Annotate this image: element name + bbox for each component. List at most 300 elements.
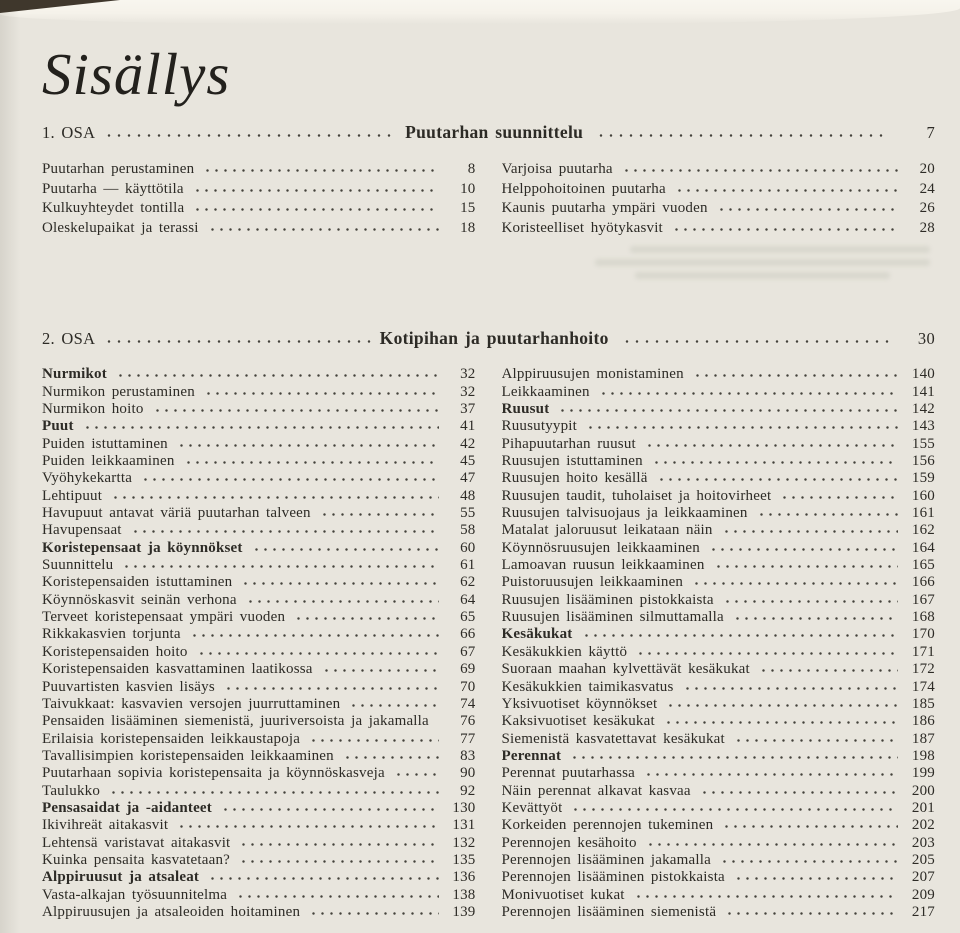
dot-leader <box>307 905 438 916</box>
toc-entry-page-number: 77 <box>460 730 476 747</box>
toc-entry-page-number: 32 <box>460 366 476 383</box>
toc-entry <box>42 574 476 591</box>
toc-entry-label: Ikivihreät aitakasvit <box>42 817 169 834</box>
toc-entry-page-number: 162 <box>911 522 935 539</box>
toc-entry <box>42 219 476 239</box>
page-left-shadow <box>0 0 20 933</box>
toc-entry-page-number: 140 <box>911 366 935 383</box>
toc-entry-label: Kuinka pensaita kasvatetaan? <box>42 851 231 868</box>
toc-entry-page-number: 201 <box>911 799 935 816</box>
section-number: 2. OSA <box>42 329 96 349</box>
toc-entry-label: Erilaisia koristepensaiden leikkaustapoja <box>42 730 301 747</box>
toc-entry <box>42 401 476 418</box>
toc-entry-page-number: 58 <box>460 522 476 539</box>
toc-entry-page-number: 67 <box>460 643 476 660</box>
toc-entry <box>502 626 936 643</box>
toc-entry-page-number: 138 <box>452 886 476 903</box>
dot-leader <box>318 507 439 518</box>
dot-leader <box>643 437 898 448</box>
dot-leader <box>151 403 439 414</box>
toc-entry-label: Varjoisa puutarha <box>501 160 613 177</box>
dot-leader <box>690 576 898 587</box>
toc-entry <box>42 199 476 219</box>
toc-entry-page-number: 202 <box>911 817 935 834</box>
toc-entry-page-number: 76 <box>460 713 476 730</box>
toc-entry-page-number: 136 <box>452 869 476 886</box>
toc-entry-label: Perennojen lisääminen siemenistä <box>501 903 717 920</box>
dot-leader <box>234 888 438 899</box>
toc-entry <box>42 160 476 180</box>
toc-entry <box>42 609 476 626</box>
toc-entry-label: Ruusujen lisääminen silmuttamalla <box>501 609 724 626</box>
toc-entry-label: Koristepensaiden istuttaminen <box>42 574 233 591</box>
toc-entry-label: Koristepensaiden kasvattaminen laatikossa <box>42 661 313 678</box>
toc-entry-page-number: 187 <box>911 730 935 747</box>
toc-entry-label: Ruusutyypit <box>501 418 578 435</box>
toc-entry <box>42 453 476 470</box>
toc-entry-label: Kesäkukkien taimikasvatus <box>501 678 674 695</box>
toc-entry-page-number: 131 <box>452 817 476 834</box>
dot-leader <box>195 645 439 656</box>
toc-entry-page-number: 170 <box>911 626 935 643</box>
toc-entry-page-number: 205 <box>911 851 935 868</box>
toc-columns <box>42 160 935 238</box>
toc-section <box>42 328 935 921</box>
dot-leader <box>681 680 898 691</box>
toc-entry <box>502 592 936 609</box>
section-header <box>42 328 935 349</box>
toc-entry <box>502 835 936 852</box>
toc-entry-page-number: 174 <box>911 678 935 695</box>
toc-entry <box>502 540 936 557</box>
toc-entry-page-number: 156 <box>911 453 935 470</box>
toc-entry-label: Köynnöskasvit seinän verhona <box>42 591 237 608</box>
toc-entry-label: Oleskelupaikat ja terassi <box>42 219 199 236</box>
dot-leader <box>715 202 898 213</box>
toc-entry <box>42 488 476 505</box>
toc-entry <box>502 713 936 730</box>
toc-entry-label: Ruusujen talvisuojaus ja leikkaaminen <box>501 505 748 522</box>
toc-entry <box>42 592 476 609</box>
toc-entry <box>502 418 936 435</box>
toc-entry-page-number: 209 <box>911 886 935 903</box>
toc-entry-page-number: 70 <box>460 678 476 695</box>
toc-entry <box>502 401 936 418</box>
toc-entry-label: Pensasaidat ja -aidanteet <box>42 799 212 816</box>
toc-entry-label: Puiden istuttaminen <box>42 435 168 452</box>
toc-column <box>502 160 936 238</box>
dot-leader <box>202 385 439 396</box>
toc-column <box>42 366 476 921</box>
toc-entry-label: Alppiruusujen ja atsaleoiden hoitaminen <box>42 903 301 920</box>
dot-leader <box>634 645 898 656</box>
dot-leader <box>723 905 898 916</box>
toc-entry <box>42 731 476 748</box>
toc-entry <box>42 470 476 487</box>
toc-entry-page-number: 47 <box>460 470 476 487</box>
toc-entry <box>42 522 476 539</box>
dot-leader <box>569 801 898 812</box>
toc-entry-page-number: 74 <box>460 695 476 712</box>
toc-entry-page-number: 60 <box>460 539 476 556</box>
toc-entry-label: Kaksivuotiset kesäkukat <box>501 713 655 730</box>
dot-leader <box>721 593 898 604</box>
toc-entry <box>42 835 476 852</box>
dot-leader <box>632 888 898 899</box>
toc-entry <box>42 748 476 765</box>
toc-entry-label: Köynnösruusujen leikkaaminen <box>501 539 700 556</box>
toc-entry-page-number: 69 <box>460 661 476 678</box>
toc-entry-page-number: 171 <box>911 643 935 660</box>
toc-entry-page-number: 198 <box>911 747 935 764</box>
toc-entry-label: Perennojen lisääminen jakamalla <box>501 851 711 868</box>
dot-leader <box>114 368 439 379</box>
toc-entry-label: Lehtensä varistavat aitakasvit <box>42 834 231 851</box>
toc-entry <box>502 679 936 696</box>
toc-entry <box>502 609 936 626</box>
dot-leader <box>102 333 371 345</box>
toc-entry-page-number: 92 <box>460 782 476 799</box>
toc-entry-label: Havupuut antavat väriä puutarhan talveen <box>42 505 311 522</box>
toc-entry-label: Monivuotiset kukat <box>501 886 625 903</box>
toc-entry <box>502 522 936 539</box>
toc-entry <box>502 748 936 765</box>
dot-leader <box>201 162 438 173</box>
dot-leader <box>655 472 898 483</box>
toc-entry <box>502 488 936 505</box>
toc-entry-page-number: 165 <box>911 557 935 574</box>
toc-entry-page-number: 55 <box>460 505 476 522</box>
dot-leader <box>107 784 438 795</box>
toc-entry <box>502 661 936 678</box>
toc-entry-label: Pensaiden lisääminen siemenistä, juuriversoista ja jakamalla <box>42 713 429 730</box>
dot-leader <box>244 593 439 604</box>
toc-entry-label: Korkeiden perennojen tukeminen <box>501 817 714 834</box>
section-title: Puutarhan suunnittelu <box>405 121 584 142</box>
dot-leader <box>129 524 439 535</box>
toc-entry-page-number: 65 <box>460 609 476 626</box>
toc-entry-label: Koristepensaat ja köynnökset <box>42 539 243 556</box>
toc-entry-page-number: 26 <box>919 200 935 217</box>
toc-entry-label: Puuvartisten kasvien lisäys <box>42 678 215 695</box>
dot-leader <box>720 819 898 830</box>
section-header <box>42 122 935 143</box>
dot-leader <box>718 853 898 864</box>
dot-leader <box>206 871 438 882</box>
toc-entry-label: Ruusujen istuttaminen <box>501 453 643 470</box>
toc-entry-page-number: 18 <box>460 219 476 236</box>
toc-entry <box>42 436 476 453</box>
dot-leader <box>139 472 438 483</box>
toc-entry-label: Puut <box>42 418 74 435</box>
toc-entry <box>502 817 936 834</box>
toc-entry <box>42 661 476 678</box>
toc-entry-page-number: 10 <box>460 180 476 197</box>
toc-entry <box>502 904 936 921</box>
dot-leader <box>109 489 438 500</box>
toc-entry-label: Pihapuutarhan ruusut <box>501 435 636 452</box>
toc-entry <box>502 696 936 713</box>
dot-leader <box>691 368 898 379</box>
dot-leader <box>237 853 438 864</box>
dot-leader <box>778 489 898 500</box>
toc-entry-label: Kaunis puutarha ympäri vuoden <box>501 200 708 217</box>
dot-leader <box>307 732 438 743</box>
dot-leader <box>568 749 898 760</box>
toc-entry-page-number: 62 <box>460 574 476 591</box>
toc-entry-page-number: 8 <box>467 160 476 177</box>
dot-leader <box>662 715 898 726</box>
toc-entry-label: Perennat puutarhassa <box>501 765 636 782</box>
toc-entry-label: Havupensaat <box>42 522 122 539</box>
toc-entry <box>42 180 476 200</box>
dot-leader <box>670 221 898 232</box>
dot-leader <box>712 559 898 570</box>
toc-entry-page-number: 166 <box>911 574 935 591</box>
dot-leader <box>597 385 898 396</box>
dot-leader <box>673 182 898 193</box>
dot-leader <box>644 836 898 847</box>
toc-entry-label: Rikkakasvien torjunta <box>42 626 181 643</box>
toc-entry-page-number: 200 <box>911 782 935 799</box>
toc-entry-label: Matalat jaloruusut leikataan näin <box>501 522 713 539</box>
dot-leader <box>584 420 898 431</box>
toc-entry-page-number: 41 <box>460 418 476 435</box>
toc-entry <box>42 384 476 401</box>
toc-entry <box>42 540 476 557</box>
toc-entry-label: Helppohoitoinen puutarha <box>501 180 666 197</box>
toc-entry <box>42 800 476 817</box>
dot-leader <box>594 126 889 138</box>
dot-leader <box>347 697 438 708</box>
toc-entry-page-number: 32 <box>460 383 476 400</box>
dot-leader <box>206 221 439 232</box>
toc-entry <box>42 817 476 834</box>
toc-entry-page-number: 164 <box>911 539 935 556</box>
toc-entry-page-number: 139 <box>452 903 476 920</box>
dot-leader <box>120 559 438 570</box>
toc-entry-page-number: 24 <box>919 180 935 197</box>
toc-entry <box>502 180 936 200</box>
toc-entry-label: Taulukko <box>42 782 101 799</box>
toc-entry <box>42 418 476 435</box>
toc-entry-label: Siemenistä kasvatettavat kesäkukat <box>501 730 725 747</box>
toc-entry-page-number: 168 <box>911 609 935 626</box>
dot-leader <box>620 333 889 345</box>
toc-entry-page-number: 48 <box>460 487 476 504</box>
toc-entry <box>502 557 936 574</box>
toc-entry <box>502 574 936 591</box>
toc-entry <box>502 731 936 748</box>
page-title: Sisällys <box>42 41 231 107</box>
toc-entry-label: Nurmikon hoito <box>42 401 144 417</box>
dot-leader <box>237 836 438 847</box>
toc-entry <box>502 869 936 886</box>
toc-entry-label: Nurmikon perustaminen <box>42 383 195 400</box>
toc-entry-label: Ruusujen lisääminen pistokkaista <box>501 591 714 608</box>
toc-entry-page-number: 83 <box>460 747 476 764</box>
section-page-number: 30 <box>917 329 936 349</box>
toc-entry-label: Ruusujen hoito kesällä <box>501 470 648 487</box>
page-corner-shadow <box>0 0 120 13</box>
toc-entry-label: Koristepensaiden hoito <box>42 643 188 660</box>
toc-entry <box>42 852 476 869</box>
toc-entry <box>502 765 936 782</box>
toc-entry-page-number: 155 <box>911 435 935 452</box>
toc-entry <box>502 453 936 470</box>
toc-entry-label: Kesäkukkien käyttö <box>501 643 628 660</box>
toc-entry-label: Puiden leikkaaminen <box>42 453 175 470</box>
toc-entry-label: Koristeelliset hyötykasvit <box>501 219 663 236</box>
toc-entry <box>42 696 476 713</box>
toc-entry <box>42 765 476 782</box>
toc-entry-page-number: 90 <box>460 765 476 782</box>
toc-entry-page-number: 130 <box>452 799 476 816</box>
dot-leader <box>81 420 439 431</box>
dot-leader <box>732 871 898 882</box>
dot-leader <box>580 628 899 639</box>
toc-entry-label: Suunnittelu <box>42 557 114 574</box>
dot-leader <box>191 202 438 213</box>
toc-entry-page-number: 172 <box>911 661 935 678</box>
toc-entry-page-number: 142 <box>911 401 935 417</box>
toc-entry <box>502 505 936 522</box>
dot-leader <box>707 541 898 552</box>
toc-entry-page-number: 207 <box>911 869 935 886</box>
toc-entry <box>42 869 476 886</box>
toc-entry <box>42 626 476 643</box>
toc-entry-label: Nurmikot <box>42 366 107 383</box>
toc-entry <box>502 470 936 487</box>
toc-entry-label: Suoraan maahan kylvettävät kesäkukat <box>501 661 750 678</box>
toc-entry-label: Tavallisimpien koristepensaiden leikkaaminen <box>42 747 334 764</box>
section-title: Kotipihan ja puutarhanhoito <box>379 328 609 349</box>
toc-entry-label: Puutarhaan sopivia koristepensaita ja köynnöskasveja <box>42 765 385 782</box>
toc-entry-page-number: 143 <box>911 418 935 435</box>
toc-entry-page-number: 61 <box>460 557 476 574</box>
dot-leader <box>320 663 439 674</box>
toc-entry-label: Perennojen lisääminen pistokkaista <box>501 869 725 886</box>
dot-leader <box>188 628 439 639</box>
dot-leader <box>191 182 439 193</box>
dot-leader <box>239 576 438 587</box>
dot-leader <box>182 455 439 466</box>
dot-leader <box>732 732 898 743</box>
dot-leader <box>436 715 439 726</box>
toc-entry-label: Yksivuotiset köynnökset <box>501 695 658 712</box>
toc-entry-page-number: 28 <box>919 219 935 236</box>
toc-entry <box>502 366 936 383</box>
toc-entry <box>42 783 476 800</box>
toc-entry-label: Ruusut <box>501 401 550 417</box>
toc-entry-page-number: 45 <box>460 453 476 470</box>
toc-entry-page-number: 161 <box>911 505 935 522</box>
toc-entry-label: Perennat <box>501 747 562 764</box>
section-page-number: 7 <box>926 122 936 142</box>
dot-leader <box>292 611 438 622</box>
toc-entry-label: Perennojen kesähoito <box>501 834 637 851</box>
toc-entry-label: Kevättyöt <box>501 799 563 816</box>
dot-leader <box>556 403 898 414</box>
toc-entry-label: Lamoavan ruusun leikkaaminen <box>501 557 705 574</box>
toc-entry-page-number: 37 <box>460 401 476 417</box>
toc-entry-label: Leikkaaminen <box>501 383 590 400</box>
dot-leader <box>341 749 439 760</box>
toc-entry-page-number: 64 <box>460 591 476 608</box>
dot-leader <box>175 437 439 448</box>
toc-entry <box>502 852 936 869</box>
toc-entry <box>42 366 476 383</box>
toc-entry-label: Näin perennat alkavat kasvaa <box>501 782 691 799</box>
toc-entry-label: Kulkuyhteydet tontilla <box>42 200 185 217</box>
toc-entry-page-number: 217 <box>911 903 935 920</box>
toc-entry-page-number: 199 <box>911 765 935 782</box>
toc-columns <box>42 366 935 921</box>
toc-entry-label: Ruusujen taudit, tuholaiset ja hoitovirheet <box>501 487 772 504</box>
toc-entry <box>502 160 936 180</box>
toc-entry-page-number: 20 <box>919 160 935 177</box>
toc-entry-page-number: 141 <box>911 383 935 400</box>
dot-leader <box>222 680 439 691</box>
toc-entry <box>502 219 936 239</box>
dot-leader <box>664 697 898 708</box>
toc-entry-label: Lehtipuut <box>42 487 103 504</box>
toc-sections <box>42 122 935 921</box>
toc-entry-page-number: 160 <box>911 487 935 504</box>
toc-entry <box>42 644 476 661</box>
dot-leader <box>175 819 438 830</box>
dot-leader <box>392 767 439 778</box>
toc-entry-page-number: 42 <box>460 435 476 452</box>
toc-entry <box>502 800 936 817</box>
toc-entry <box>502 199 936 219</box>
dot-leader <box>757 663 898 674</box>
toc-entry-page-number: 186 <box>911 713 935 730</box>
toc-entry-label: Vasta-alkajan työsuunnitelma <box>42 886 228 903</box>
dot-leader <box>219 801 439 812</box>
toc-entry <box>502 436 936 453</box>
dot-leader <box>755 507 898 518</box>
toc-entry <box>502 384 936 401</box>
toc-entry <box>42 904 476 921</box>
dot-leader <box>698 784 898 795</box>
dot-leader <box>642 767 898 778</box>
toc-column <box>42 160 476 238</box>
toc-entry-label: Puutarha — käyttötila <box>42 180 184 197</box>
toc-entry-label: Taivukkaat: kasvavien versojen juurruttaminen <box>42 695 341 712</box>
toc-entry <box>42 713 476 730</box>
toc-entry-page-number: 167 <box>911 591 935 608</box>
toc-section <box>42 122 935 238</box>
toc-entry <box>42 679 476 696</box>
toc-entry-label: Puistoruusujen leikkaaminen <box>501 574 684 591</box>
toc-entry-page-number: 185 <box>911 695 935 712</box>
toc-entry-label: Alppiruusut ja atsaleat <box>42 869 200 886</box>
toc-entry-page-number: 66 <box>460 626 476 643</box>
toc-entry-label: Puutarhan perustaminen <box>42 160 195 177</box>
dot-leader <box>720 524 898 535</box>
toc-entry <box>502 644 936 661</box>
toc-entry <box>502 887 936 904</box>
toc-entry-label: Vyöhykekartta <box>42 470 133 487</box>
dot-leader <box>250 541 439 552</box>
section-number: 1. OSA <box>42 122 96 142</box>
toc-entry <box>502 783 936 800</box>
toc-entry <box>42 557 476 574</box>
dot-leader <box>620 162 898 173</box>
toc-column <box>502 366 936 921</box>
toc-entry <box>42 505 476 522</box>
